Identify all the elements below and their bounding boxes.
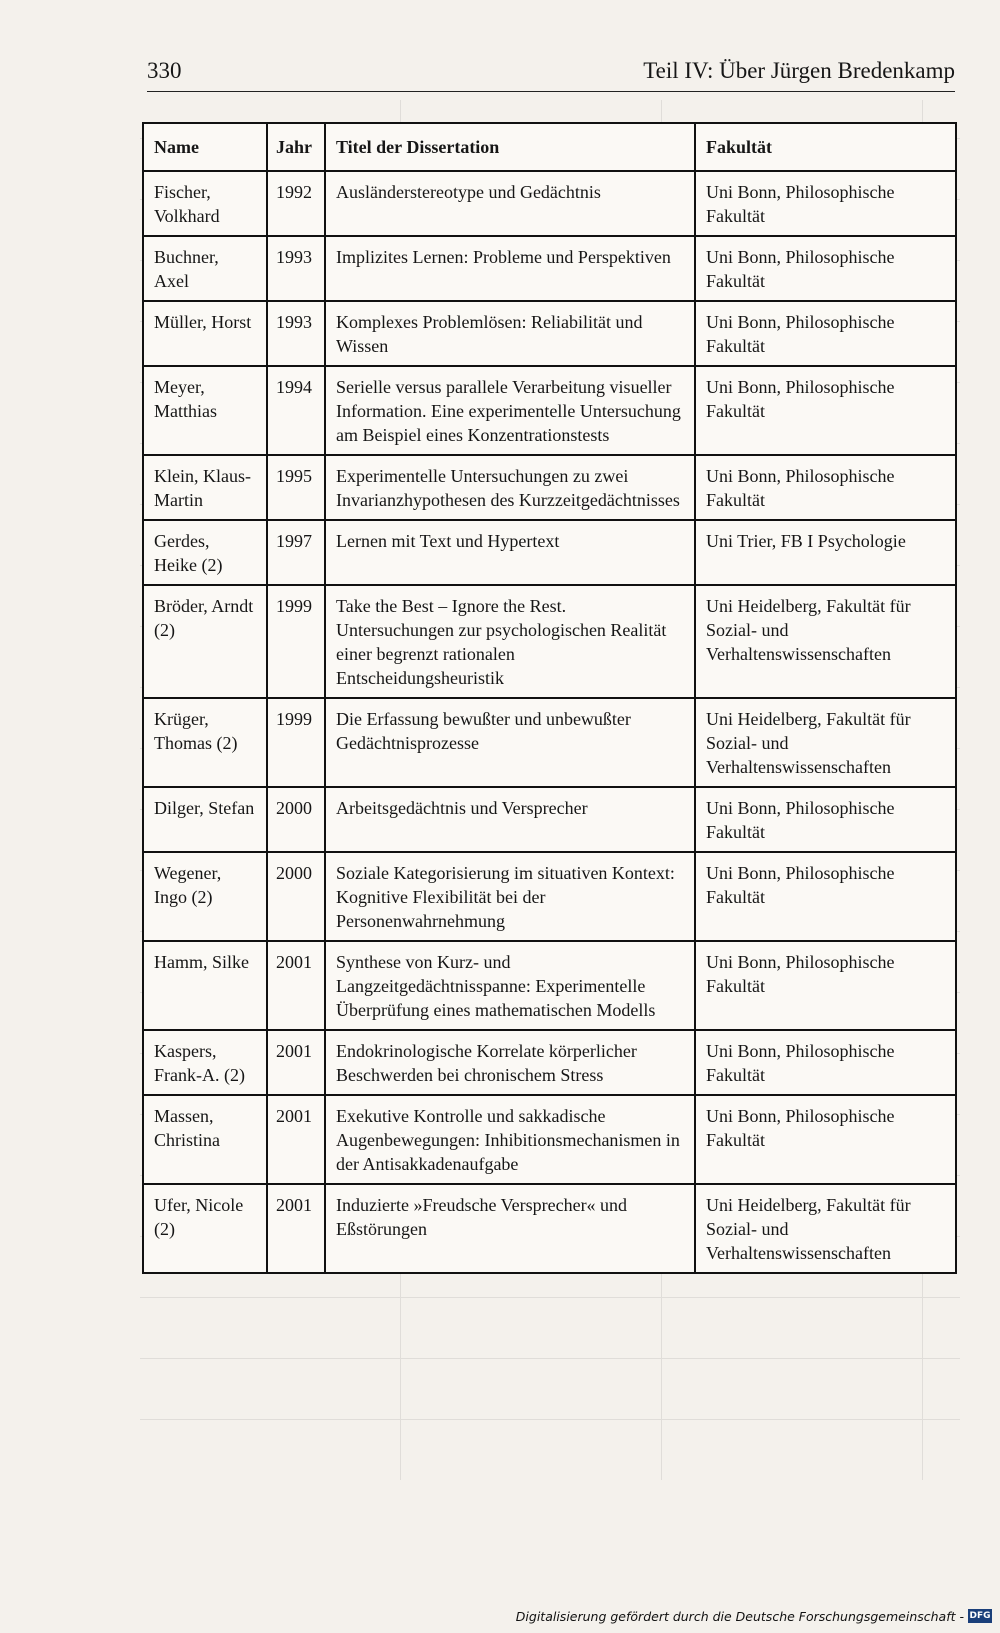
dissertation-table — [142, 122, 957, 1274]
table-row — [143, 941, 956, 1030]
cell-jahr: 1993 — [267, 236, 325, 301]
cell-name: Meyer, Matthias — [143, 366, 267, 455]
cell-name: Dilger, Stefan — [143, 787, 267, 852]
cell-name: Kaspers, Frank-A. (2) — [143, 1030, 267, 1095]
cell-jahr: 2000 — [267, 787, 325, 852]
cell-fakultaet: Uni Bonn, Philosophische Fakultät — [695, 787, 956, 852]
cell-name: Wegener, Ingo (2) — [143, 852, 267, 941]
cell-fakultaet: Uni Bonn, Philosophische Fakultät — [695, 236, 956, 301]
column-header-fakultaet: Fakultät — [695, 123, 956, 171]
cell-fakultaet: Uni Bonn, Philosophische Fakultät — [695, 366, 956, 455]
header-rule — [147, 91, 955, 92]
cell-name: Buchner, Axel — [143, 236, 267, 301]
page-header — [147, 58, 955, 92]
column-header-jahr: Jahr — [267, 123, 325, 171]
table-row — [143, 520, 956, 585]
cell-titel: Synthese von Kurz- und Langzeitgedächtnisspanne: Experimentelle Überprüfung eines mathematischen Modells — [325, 941, 695, 1030]
cell-titel: Die Erfassung bewußter und unbewußter Gedächtnisprozesse — [325, 698, 695, 787]
cell-titel: Lernen mit Text und Hypertext — [325, 520, 695, 585]
cell-jahr: 2000 — [267, 852, 325, 941]
table-row — [143, 698, 956, 787]
cell-titel: Experimentelle Untersuchungen zu zwei Invarianzhypothesen des Kurzzeitgedächtnisses — [325, 455, 695, 520]
column-header-titel: Titel der Dissertation — [325, 123, 695, 171]
cell-titel: Serielle versus parallele Verarbeitung visueller Information. Eine experimentelle Untersuchung am Beispiel eines Konzentrationstests — [325, 366, 695, 455]
running-title: Teil IV: Über Jürgen Bredenkamp — [643, 58, 955, 83]
table-row — [143, 366, 956, 455]
cell-jahr: 1997 — [267, 520, 325, 585]
cell-fakultaet: Uni Heidelberg, Fakultät für Sozial- und Verhaltenswissenschaften — [695, 698, 956, 787]
table-row — [143, 787, 956, 852]
cell-titel: Ausländerstereotype und Gedächtnis — [325, 171, 695, 236]
cell-name: Klein, Klaus-Martin — [143, 455, 267, 520]
cell-titel: Implizites Lernen: Probleme und Perspektiven — [325, 236, 695, 301]
table-row — [143, 171, 956, 236]
cell-name: Hamm, Silke — [143, 941, 267, 1030]
table-row — [143, 301, 956, 366]
cell-jahr: 1994 — [267, 366, 325, 455]
cell-titel: Induzierte »Freudsche Versprecher« und Eßstörungen — [325, 1184, 695, 1273]
cell-fakultaet: Uni Trier, FB I Psychologie — [695, 520, 956, 585]
cell-jahr: 2001 — [267, 1184, 325, 1273]
digitization-footer — [516, 1605, 992, 1627]
cell-jahr: 1999 — [267, 698, 325, 787]
funding-credit: Digitalisierung gefördert durch die Deutsche Forschungsgemeinschaft - — [515, 1608, 964, 1624]
cell-name: Fischer, Volkhard — [143, 171, 267, 236]
cell-fakultaet: Uni Heidelberg, Fakultät für Sozial- und Verhaltenswissenschaften — [695, 1184, 956, 1273]
cell-fakultaet: Uni Bonn, Philosophische Fakultät — [695, 852, 956, 941]
cell-jahr: 2001 — [267, 941, 325, 1030]
cell-fakultaet: Uni Bonn, Philosophische Fakultät — [695, 455, 956, 520]
cell-titel: Exekutive Kontrolle und sakkadische Augenbewegungen: Inhibitionsmechanismen in der Antisakkadenaufgabe — [325, 1095, 695, 1184]
cell-jahr: 2001 — [267, 1030, 325, 1095]
table-row — [143, 852, 956, 941]
cell-fakultaet: Uni Bonn, Philosophische Fakultät — [695, 301, 956, 366]
cell-name: Gerdes, Heike (2) — [143, 520, 267, 585]
cell-titel: Soziale Kategorisierung im situativen Kontext: Kognitive Flexibilität bei der Personenwahrnehmung — [325, 852, 695, 941]
cell-name: Krüger, Thomas (2) — [143, 698, 267, 787]
cell-jahr: 1992 — [267, 171, 325, 236]
cell-titel: Take the Best – Ignore the Rest. Untersuchungen zur psychologischen Realität einer begrenzt rationalen Entscheidungsheuristik — [325, 585, 695, 698]
cell-fakultaet: Uni Bonn, Philosophische Fakultät — [695, 941, 956, 1030]
cell-jahr: 1995 — [267, 455, 325, 520]
cell-name: Müller, Horst — [143, 301, 267, 366]
cell-titel: Komplexes Problemlösen: Reliabilität und Wissen — [325, 301, 695, 366]
cell-fakultaet: Uni Bonn, Philosophische Fakultät — [695, 171, 956, 236]
table-header-row — [143, 123, 956, 171]
column-header-name: Name — [143, 123, 267, 171]
cell-name: Bröder, Arndt (2) — [143, 585, 267, 698]
page-number: 330 — [147, 58, 182, 83]
cell-fakultaet: Uni Bonn, Philosophische Fakultät — [695, 1095, 956, 1184]
cell-name: Ufer, Nicole (2) — [143, 1184, 267, 1273]
cell-name: Massen, Christina — [143, 1095, 267, 1184]
cell-fakultaet: Uni Bonn, Philosophische Fakultät — [695, 1030, 956, 1095]
table-row — [143, 1030, 956, 1095]
cell-titel: Endokrinologische Korrelate körperlicher Beschwerden bei chronischem Stress — [325, 1030, 695, 1095]
table-row — [143, 455, 956, 520]
table-row — [143, 585, 956, 698]
cell-jahr: 1993 — [267, 301, 325, 366]
table-row — [143, 1184, 956, 1273]
table-row — [143, 236, 956, 301]
cell-fakultaet: Uni Heidelberg, Fakultät für Sozial- und Verhaltenswissenschaften — [695, 585, 956, 698]
cell-jahr: 1999 — [267, 585, 325, 698]
dfg-logo: DFG — [969, 1611, 991, 1621]
table-row — [143, 1095, 956, 1184]
cell-jahr: 2001 — [267, 1095, 325, 1184]
cell-titel: Arbeitsgedächtnis und Versprecher — [325, 787, 695, 852]
